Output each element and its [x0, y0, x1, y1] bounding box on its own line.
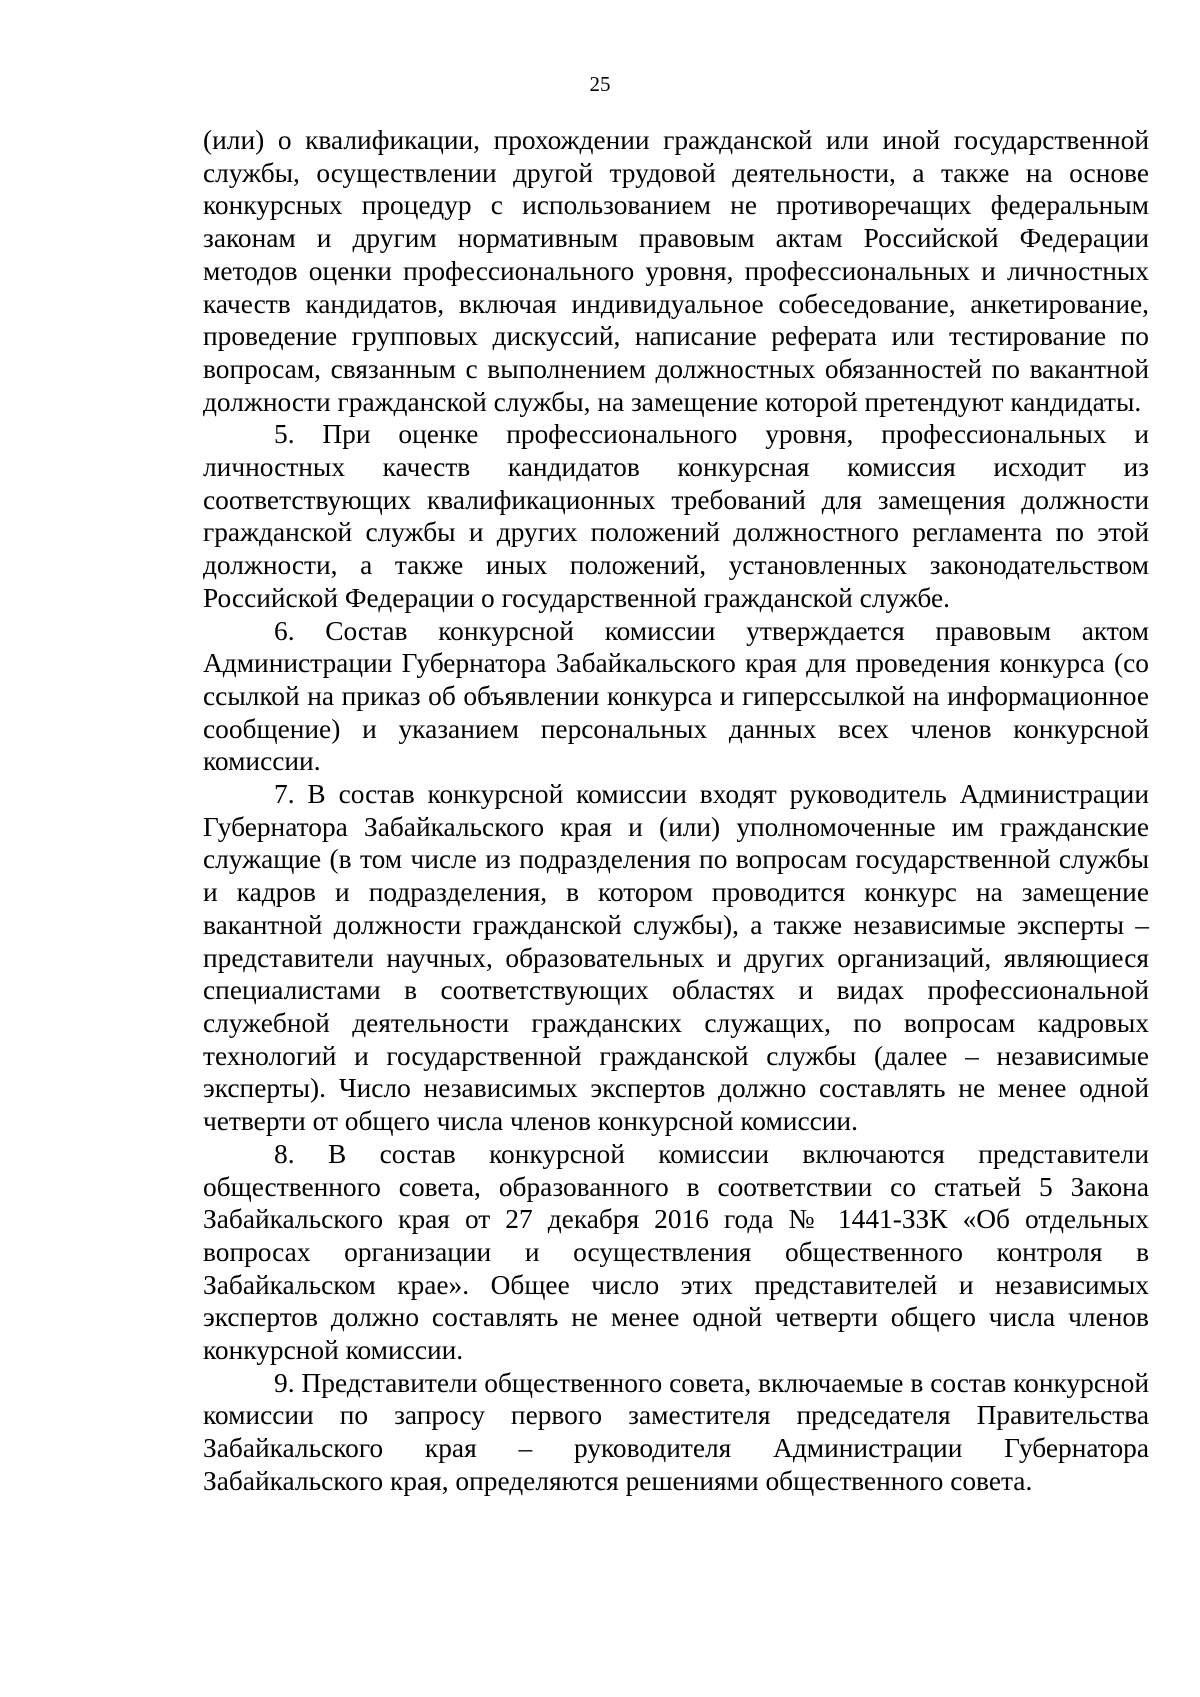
- paragraph-item-6: 6. Состав конкурсной комиссии утверждается правовым актом Администрации Губернатора Забайкальского края для проведения конкурса (со ссылкой на приказ об объявлении конкурса и гиперссылкой на информационное сообщение) и указанием персональных данных всех членов конкурсной комиссии.: [203, 615, 1149, 777]
- document-body: [203, 124, 1149, 1498]
- paragraph-item-7: 7. В состав конкурсной комиссии входят руководитель Администрации Губернатора Забайкальского края и (или) уполномоченные им гражданские служащие (в том числе из подразделения по вопросам государственной службы и кадров и подразделения, в котором проводится конкурс на замещение вакантной должности гражданской службы), а также независимые эксперты – представители научных, образовательных и других организаций, являющиеся специалистами в соответствующих областях и видах профессиональной служебной деятельности гражданских служащих, по вопросам кадровых технологий и государственной гражданской службы (далее – независимые эксперты). Число независимых экспертов должно составлять не менее одной четверти от общего числа членов конкурсной комиссии.: [203, 779, 1149, 1137]
- paragraph-continuation: (или) о квалификации, прохождении гражданской или иной государственной службы, осуществлении другой трудовой деятельности, а также на основе конкурсных процедур с использованием не противоречащих федеральным законам и другим нормативным правовым актам Российской Федерации методов оценки профессионального уровня, профессиональных и личностных качеств кандидатов, включая индивидуальное собеседование, анкетирование, проведение групповых дискуссий, написание реферата или тестирование по вопросам, связанным с выполнением должностных обязанностей по вакантной должности гражданской службы, на замещение которой претендуют кандидаты.: [203, 125, 1149, 417]
- paragraph-item-9: 9. Представители общественного совета, включаемые в состав конкурсной комиссии по запросу первого заместителя председателя Правительства Забайкальского края – руководителя Администрации Губернатора Забайкальского края, определяются решениями общественного совета.: [203, 1367, 1149, 1496]
- page-number: 25: [589, 72, 611, 96]
- paragraph-item-8: 8. В состав конкурсной комиссии включаются представители общественного совета, образованного в соответствии со статьей 5 Закона Забайкальского края от 27 декабря 2016 года № 1441-ЗЗК «Об отдельных вопросах организации и осуществления общественного контроля в Забайкальском крае». Общее число этих представителей и независимых экспертов должно составлять не менее одной четверти общего числа членов конкурсной комиссии.: [203, 1138, 1149, 1366]
- paragraph-item-5: 5. При оценке профессионального уровня, профессиональных и личностных качеств кандидатов конкурсная комиссия исходит из соответствующих квалификационных требований для замещения должности гражданской службы и других положений должностного регламента по этой должности, а также иных положений, установленных законодательством Российской Федерации о государственной гражданской службе.: [203, 419, 1149, 613]
